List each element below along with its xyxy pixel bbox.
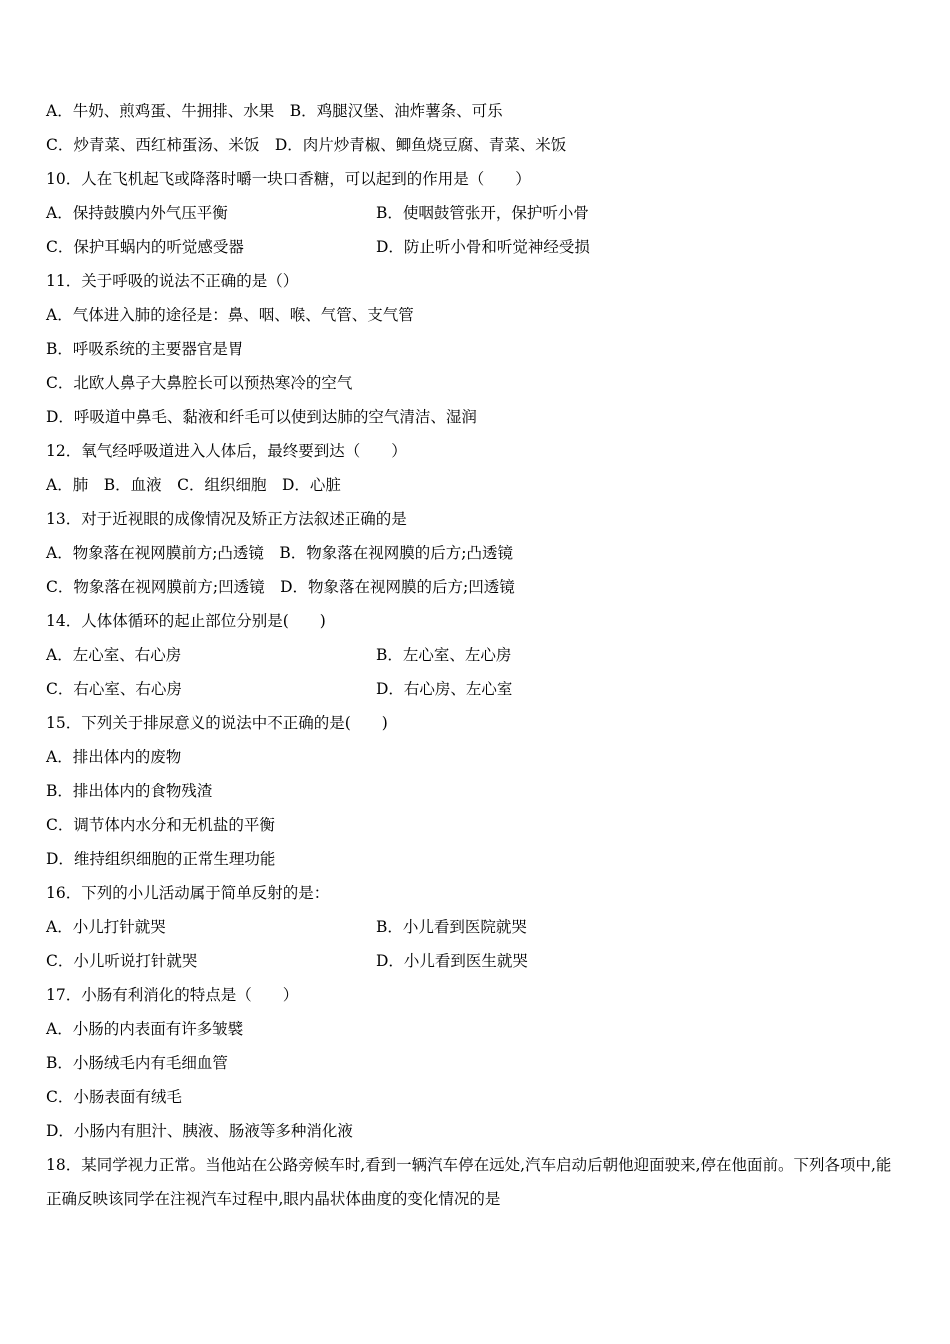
q15-option-a: A．排出体内的废物 (46, 748, 182, 766)
q11-option-c: C．北欧人鼻子大鼻腔长可以预热寒冷的空气 (46, 374, 353, 392)
q11-stem: 11．关于呼吸的说法不正确的是（） (46, 272, 299, 290)
q10-option-c: C．保护耳蜗内的听觉感受器 (46, 238, 244, 256)
q14-option-a: A．左心室、右心房 (46, 646, 182, 664)
q11-option-d: D．呼吸道中鼻毛、黏液和纤毛可以使到达肺的空气清洁、湿润 (46, 408, 477, 426)
q15-stem: 15．下列关于排尿意义的说法中不正确的是( ) (46, 714, 388, 732)
q12-stem: 12．氧气经呼吸道进入人体后，最终要到达（ ） (46, 442, 407, 460)
q11-option-b: B．呼吸系统的主要器官是胃 (46, 340, 244, 358)
q17-option-b: B．小肠绒毛内有毛细血管 (46, 1054, 228, 1072)
q10-option-d: D．防止听小骨和听觉神经受损 (376, 238, 590, 256)
q17-option-a: A．小肠的内表面有许多皱襞 (46, 1020, 244, 1038)
q16-option-c: C．小儿听说打针就哭 (46, 952, 198, 970)
q10-row-1 (46, 201, 589, 225)
q14-option-d: D．右心房、左心室 (376, 680, 513, 698)
q9-options-cd: C．炒青菜、西红柿蛋汤、米饭 D．肉片炒青椒、鲫鱼烧豆腐、青菜、米饭 (46, 136, 567, 154)
q12-options: A．肺 B．血液 C．组织细胞 D．心脏 (46, 476, 341, 494)
q16-option-d: D．小儿看到医生就哭 (376, 952, 528, 970)
q14-row-2 (46, 677, 513, 701)
q16-row-2 (46, 949, 528, 973)
q17-stem: 17．小肠有利消化的特点是（ ） (46, 986, 299, 1004)
q14-stem: 14．人体体循环的起止部位分别是( ) (46, 612, 326, 630)
q16-option-a: A．小儿打针就哭 (46, 918, 166, 936)
q15-option-d: D．维持组织细胞的正常生理功能 (46, 850, 276, 868)
q15-option-c: C．调节体内水分和无机盐的平衡 (46, 816, 275, 834)
q10-option-a: A．保持鼓膜内外气压平衡 (46, 204, 228, 222)
q16-option-b: B．小儿看到医院就哭 (376, 918, 527, 936)
q14-option-c: C．右心室、右心房 (46, 680, 182, 698)
q17-option-d: D．小肠内有胆汁、胰液、肠液等多种消化液 (46, 1122, 353, 1140)
q17-option-c: C．小肠表面有绒毛 (46, 1088, 182, 1106)
q16-stem: 16．下列的小儿活动属于简单反射的是： (46, 884, 330, 902)
q13-options-cd: C．物象落在视网膜前方;凹透镜 D．物象落在视网膜的后方;凹透镜 (46, 578, 515, 596)
q9-options-ab: A．牛奶、煎鸡蛋、牛拥排、水果 B．鸡腿汉堡、油炸薯条、可乐 (46, 102, 503, 120)
q14-option-b: B．左心室、左心房 (376, 646, 512, 664)
q18-stem: 18．某同学视力正常。当他站在公路旁候车时,看到一辆汽车停在远处,汽车启动后朝他迎面驶来,停在他面前。下列各项中,能正确反映该同学在注视汽车过程中,眼内晶状体曲度的变化情况的是 (46, 1156, 892, 1208)
q14-row-1 (46, 643, 512, 667)
q13-options-ab: A．物象落在视网膜前方;凸透镜 B．物象落在视网膜的后方;凸透镜 (46, 544, 514, 562)
q15-option-b: B．排出体内的食物残渣 (46, 782, 213, 800)
q11-option-a: A．气体进入肺的途径是：鼻、咽、喉、气管、支气管 (46, 306, 414, 324)
q16-row-1 (46, 915, 527, 939)
q13-stem: 13．对于近视眼的成像情况及矫正方法叙述正确的是 (46, 510, 407, 528)
q10-row-2 (46, 235, 590, 259)
q10-stem: 10．人在飞机起飞或降落时嚼一块口香糖，可以起到的作用是（ ） (46, 170, 531, 188)
q10-option-b: B．使咽鼓管张开，保护听小骨 (376, 204, 589, 222)
